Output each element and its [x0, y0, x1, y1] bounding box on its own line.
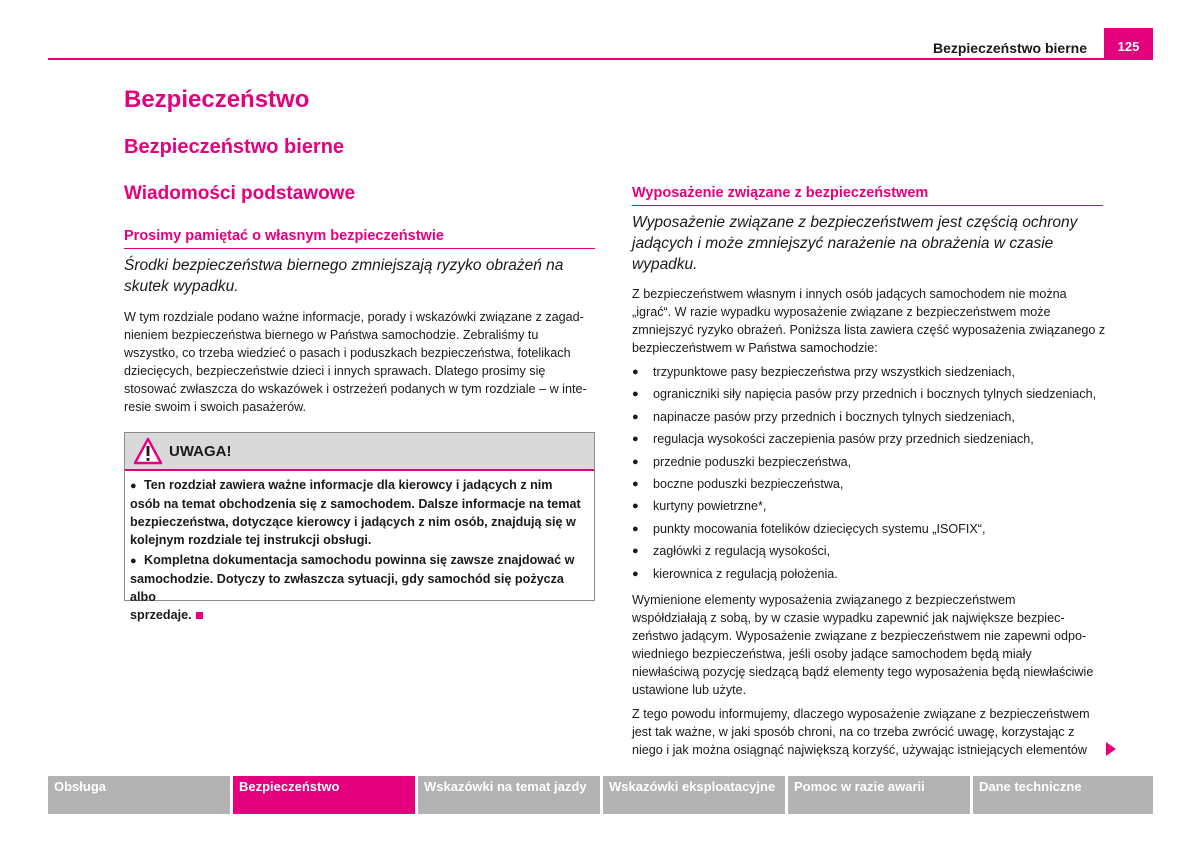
list-item-text: regulacja wysokości zaczepienia pasów przy przednich siedzeniach, [653, 432, 1034, 447]
left-lead-line: skutek wypadku. [124, 278, 239, 295]
bullet-icon: ● [632, 433, 639, 446]
left-topic-rule [124, 248, 595, 249]
bullet-icon: ● [130, 555, 137, 567]
body-line: stosować zwłaszcza do wskazówek i ostrzeżeń podanych w tym rozdziale – w inte- [124, 382, 587, 396]
bullet-icon: ● [632, 545, 639, 558]
section-title: Bezpieczeństwo bierne [124, 136, 345, 158]
body-line: dziecięcych, bezpieczeństwie dzieci i innych sprawach. Dlatego prosimy się [124, 364, 546, 378]
page-number: 125 [1117, 39, 1140, 54]
list-item [632, 542, 1096, 564]
bullet-icon: ● [130, 480, 137, 492]
chapter-navigation [48, 776, 1153, 814]
body-line: zmniejszyć ryzyko obrażeń. Poniższa lista zawiera część wyposażenia związanego z [632, 323, 1106, 337]
tab-pomoc-w-razie-awarii[interactable]: Pomoc w razie awarii [788, 776, 970, 814]
bullet-icon: ● [632, 522, 639, 535]
right-topic-title: Wyposażenie związane z bezpieczeństwem [632, 185, 929, 201]
page-number-box [1104, 28, 1153, 60]
warning-line: sprzedaje. [130, 608, 192, 622]
left-lead-line: Środki bezpieczeństwa biernego zmniejszają ryzyko obrażeń na [124, 257, 564, 274]
list-item-text: boczne poduszki bezpieczeństwa, [653, 476, 844, 491]
body-line: W tym rozdziale podano ważne informacje, porady i wskazówki związane z zagad- [124, 310, 584, 324]
bullet-icon: ● [632, 388, 639, 401]
list-item-text: przednie poduszki bezpieczeństwa, [653, 454, 852, 469]
warning-title: UWAGA! [169, 442, 232, 460]
left-topic-title: Prosimy pamiętać o własnym bezpieczeństwie [124, 228, 444, 244]
right-paragraph-3 [632, 705, 1107, 759]
list-item-text: ograniczniki siły napięcia pasów przy przednich i bocznych tylnych siedzeniach, [653, 387, 1097, 402]
body-line: nieniem bezpieczeństwa biernego w Państwa samochodzie. Zebraliśmy tu [124, 328, 539, 342]
body-line: resie swoim i swoich pasażerów. [124, 400, 306, 414]
body-line: niego i jak można osiągnąć największą korzyść, używając istniejących elementów [632, 743, 1087, 757]
left-lead-text [124, 255, 595, 297]
tab-obsluga[interactable]: Obsługa [48, 776, 230, 814]
body-line: niewłaściwą pozycję siedzącą bądź elementy tego wyposażenia będą niewłaściwie [632, 665, 1094, 679]
end-of-section-icon [196, 612, 203, 619]
body-line: „igrać“. W razie wypadku wyposażenie związane z bezpieczeństwem może [632, 305, 1051, 319]
body-line: zeństwo jadącym. Wyposażenie związane z bezpieczeństwem nie zapewni odpo- [632, 629, 1087, 643]
right-paragraph-2 [632, 591, 1107, 699]
body-line: ustawione lub użyte. [632, 683, 747, 697]
body-line: Z tego powodu informujemy, dlaczego wyposażenie związane z bezpieczeństwem [632, 707, 1090, 721]
warning-line: kolejnym rozdziale tej instrukcji obsługi. [130, 533, 372, 547]
chapter-title: Bezpieczeństwo [124, 86, 310, 113]
warning-item [130, 476, 589, 549]
arrow-right-icon[interactable] [1106, 742, 1116, 756]
right-lead-line: wypadku. [632, 256, 698, 273]
warning-line: Ten rozdział zawiera ważne informacje dla kierowcy i jadących z nim [144, 478, 553, 492]
right-lead-text [632, 212, 1103, 275]
body-line: Wymienione elementy wyposażenia związanego z bezpieczeństwem [632, 593, 1016, 607]
warning-item [130, 551, 589, 624]
right-lead-line: Wyposażenie związane z bezpieczeństwem jest częścią ochrony [632, 214, 1078, 231]
list-item [632, 363, 1096, 385]
bullet-icon: ● [632, 366, 639, 378]
list-item-text: zagłówki z regulacją wysokości, [653, 544, 831, 559]
bullet-icon: ● [632, 410, 639, 423]
list-item-text: kurtyny powietrzne*, [653, 499, 767, 514]
body-line: wiedniego bezpieczeństwa, jeśli osoby jadące samochodem będą miały [632, 647, 1032, 661]
tab-bezpieczenstwo[interactable]: Bezpieczeństwo [233, 776, 415, 814]
warning-triangle-icon [133, 437, 163, 465]
warning-header [125, 433, 594, 471]
list-item [632, 565, 1096, 587]
list-item [632, 475, 1096, 497]
header-rule [48, 58, 1153, 60]
bullet-icon: ● [632, 455, 639, 468]
left-body-text [124, 308, 599, 416]
list-item-text: punkty mocowania fotelików dziecięcych systemu „ISOFIX“, [653, 521, 986, 536]
list-item-text: kierownica z regulacją położenia. [653, 566, 838, 581]
list-item [632, 430, 1096, 452]
bullet-icon: ● [632, 567, 639, 580]
tab-wskazowki-eksploatacyjne[interactable]: Wskazówki eksploatacyjne [603, 776, 785, 814]
bullet-icon: ● [632, 500, 639, 513]
list-item [632, 385, 1096, 407]
warning-line: samochodzie. Dotyczy to zwłaszcza sytuacji, gdy samochód się pożycza albo [130, 572, 564, 604]
list-item [632, 497, 1096, 519]
body-line: wszystko, co trzeba wiedzieć o pasach i poduszkach bezpieczeństwa, fotelikach [124, 346, 571, 360]
list-item-text: trzypunktowe pasy bezpieczeństwa przy wszystkich siedzeniach, [653, 365, 1015, 379]
body-line: współdziałają z sobą, by w czasie wypadku zapewnić jak największe bezpiec- [632, 611, 1065, 625]
tab-wskazowki-jazdy[interactable]: Wskazówki na temat jazdy [418, 776, 600, 814]
warning-box [124, 432, 595, 622]
safety-equipment-list [632, 363, 1096, 587]
warning-line: osób na temat obchodzenia się z samochodem. Dalsze informacje na temat [130, 497, 581, 511]
list-item [632, 453, 1096, 475]
right-topic-rule [632, 205, 1103, 206]
warning-body [125, 471, 594, 624]
body-line: bezpieczeństwem w Państwa samochodzie: [632, 341, 878, 355]
subsection-title: Wiadomości podstawowe [124, 183, 356, 204]
running-header-title: Bezpieczeństwo bierne [932, 40, 1087, 56]
warning-line: bezpieczeństwa, dotyczące kierowcy i jadących z nim osób, znajdują się w [130, 515, 576, 529]
list-item [632, 520, 1096, 542]
list-item-text: napinacze pasów przy przednich i bocznych tylnych siedzeniach, [653, 409, 1015, 424]
body-line: Z bezpieczeństwem własnym i innych osób jadących samochodem nie można [632, 287, 1067, 301]
right-lead-line: jadących i może zmniejszyć narażenie na obrażenia w czasie [632, 235, 1054, 252]
bullet-icon: ● [632, 477, 639, 490]
right-intro-text [632, 285, 1107, 357]
list-item [632, 408, 1096, 430]
tab-dane-techniczne[interactable]: Dane techniczne [973, 776, 1153, 814]
body-line: jest tak ważne, w jaki sposób chroni, na co trzeba zwrócić uwagę, korzystając z [632, 725, 1075, 739]
warning-line: Kompletna dokumentacja samochodu powinna się zawsze znajdować w [144, 553, 575, 567]
